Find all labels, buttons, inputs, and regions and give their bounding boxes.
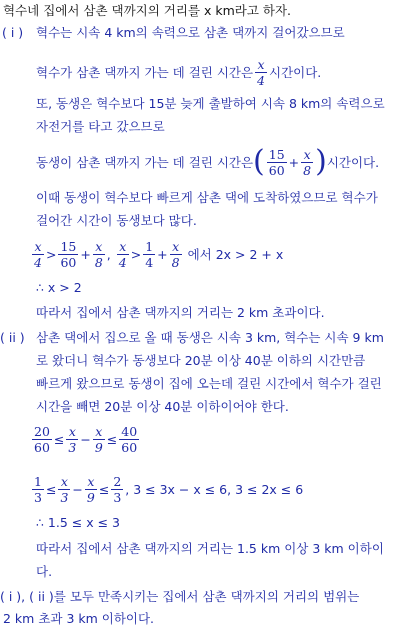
case1-line3: 또, 동생은 혁수보다 15분 늦게 출발하여 시속 8 km의 속력으로 — [36, 96, 385, 111]
case2-conclusion-1: 따라서 집에서 삼촌 댁까지의 거리는 1.5 km 이상 3 km 이하이 — [36, 541, 384, 556]
frac-x-over-8: $\frac{x}{8}$ — [303, 146, 312, 178]
case2-inequality-2: $\frac{1}{3}$ ≤ $\frac{x}{3}$ − $\frac{x}{9}$ ≤ $\frac{2}{3}$ , 3 ≤ 3x − x ≤ 6, 3 ≤ 2x ≤ 6 — [34, 473, 304, 505]
case2-line3: 빠르게 왔으므로 동생이 집에 오는데 걸린 시간에서 혁수가 걸린 — [36, 376, 382, 391]
case2-line2: 로 왔더니 혁수가 동생보다 20분 이상 40분 이하의 시간만큼 — [36, 353, 366, 368]
case2-conclusion-2: 다. — [36, 564, 53, 579]
final-line-1: ( i ), ( ii )를 모두 만족시키는 집에서 삼촌 댁까지의 거리의 범위는 — [0, 589, 360, 604]
case1-label: ( i ) — [2, 25, 24, 40]
case1-line5-pre: 동생이 삼촌 댁까지 가는 데 걸린 시간은 — [36, 155, 254, 170]
case2-line1: 삼촌 댁에서 집으로 올 때 동생은 시속 3 km, 혁수는 시속 9 km — [36, 330, 384, 345]
case2-inequality-1: $\frac{20}{60}$ ≤ $\frac{x}{3}$ − $\frac{x}{9}$ ≤ $\frac{40}{60}$ — [34, 423, 138, 455]
case1-therefore: ∴ x > 2 — [36, 280, 82, 295]
case1-line5-post: 시간이다. — [326, 155, 380, 170]
case1-inequality: $\frac{x}{4}$ > $\frac{15}{60}$ + $\frac{x}{8}$ , $\frac{x}{4}$ > $\frac{1}{4}$ + $\frac{x}{8}$ 에서 2x > 2 + x — [34, 238, 284, 270]
intro-text: 혁수네 집에서 삼촌 댁까지의 거리를 x km라고 하자. — [3, 3, 292, 18]
case1-time-walk — [36, 54, 321, 90]
case1-line1: 혁수는 시속 4 km의 속력으로 삼촌 댁까지 걸어갔으므로 — [36, 25, 345, 40]
case1-time-bike: 동생이 삼촌 댁까지 가는 데 걸린 시간은 ( $\frac{15}{60}$ + $\frac{x}{8}$ ) 시간이다. — [36, 144, 380, 179]
case1-conclusion: 따라서 집에서 삼촌 댁까지의 거리는 2 km 초과이다. — [36, 305, 325, 320]
case2-therefore: ∴ 1.5 ≤ x ≤ 3 — [36, 515, 120, 530]
case1-line6: 이때 동생이 혁수보다 빠르게 삼촌 댁에 도착하였으므로 혁수가 — [36, 190, 378, 205]
case1-line2-post: 시간이다. — [269, 65, 322, 80]
frac-x-over-4: $\frac{x}{4}$ — [257, 56, 265, 88]
final-line-2: 2 km 초과 3 km 이하이다. — [3, 611, 155, 626]
case2-label: ( ii ) — [0, 330, 25, 345]
case1-line4: 자전거를 타고 갔으므로 — [36, 119, 165, 134]
case2-ineq-tail: , 3 ≤ 3x − x ≤ 6, 3 ≤ 2x ≤ 6 — [125, 481, 304, 497]
case2-line4: 시간을 빼면 20분 이상 40분 이하이어야 한다. — [36, 399, 289, 414]
case1-ineq-tail: 에서 2x > 2 + x — [187, 247, 284, 262]
case1-line2-pre: 혁수가 삼촌 댁까지 가는 데 걸린 시간은 — [36, 65, 254, 80]
frac-15-over-60: $\frac{15}{60}$ — [268, 146, 285, 178]
case1-line7: 걸어간 시간이 동생보다 많다. — [36, 213, 197, 228]
